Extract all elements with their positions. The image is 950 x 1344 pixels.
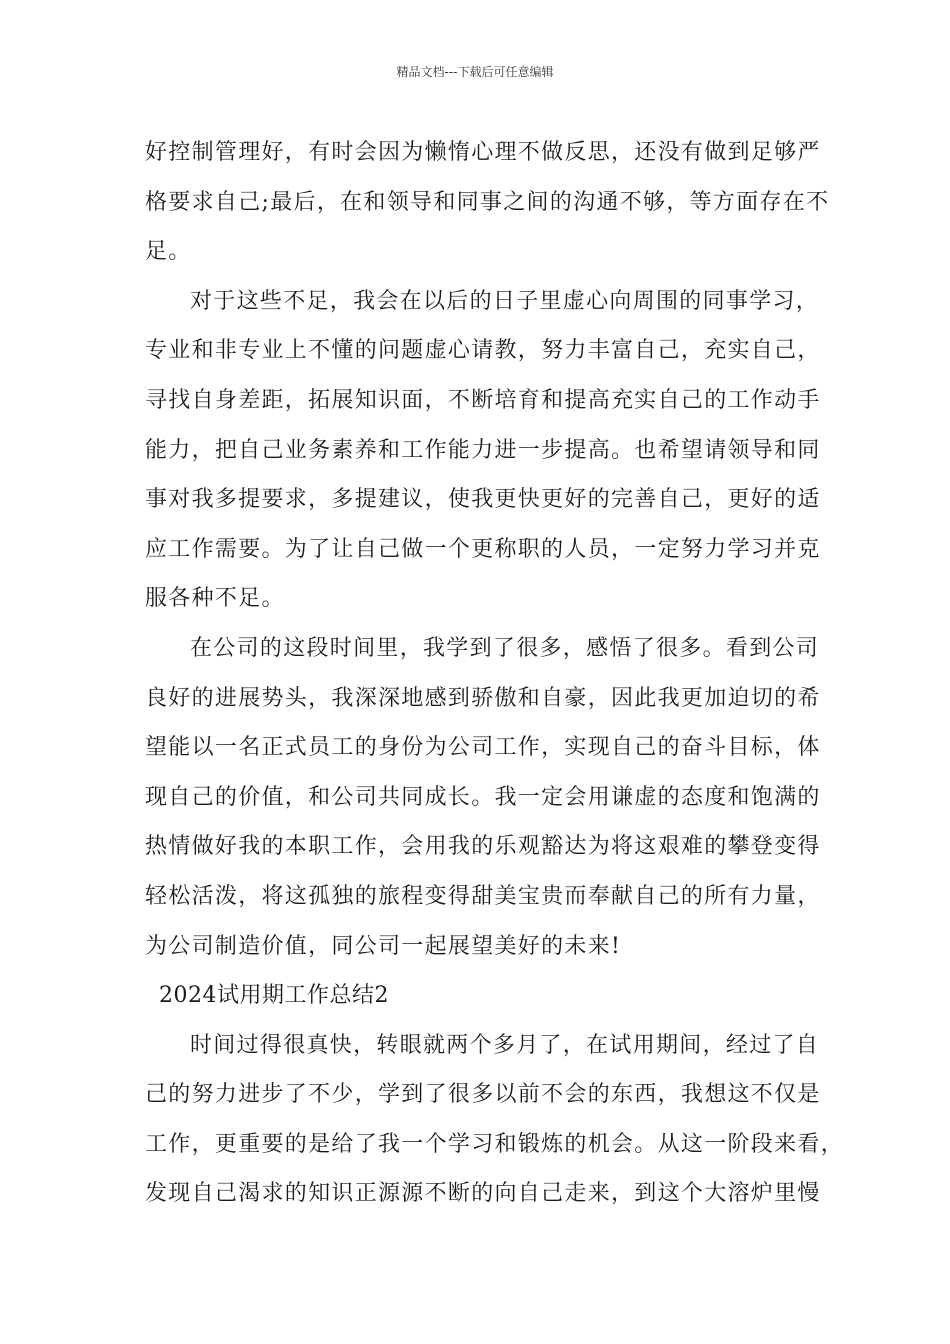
text-line: 足。 [145,239,192,265]
text-line: 好控制管理好，有时会因为懒惰心理不做反思，还没有做到足够严 [145,140,821,165]
text-line: 专业和非专业上不懂的问题虚心请教，努力丰富自己，充实自己， [145,338,821,364]
text-line: 寻找自身差距，拓展知识面，不断培育和提高充实自己的工作动手 [145,387,821,413]
text-line: 应工作需要。为了让自己做一个更称职的人员，一定努力学习并克 [145,536,821,562]
text-line: 格要求自己;最后，在和领导和同事之间的沟通不够，等方面存在不 [145,189,830,215]
text-line: 发现自己渴求的知识正源源不断的向自己走来，到这个大溶炉里慢 [145,1181,821,1207]
text-line: 良好的进展势头，我深深地感到骄傲和自豪，因此我更加迫切的希 [145,685,821,711]
text-line: 工作，更重要的是给了我一个学习和锻炼的机会。从这一阶段来看， [145,1131,845,1157]
text-line: 轻松活泼，将这孤独的旅程变得甜美宝贵而奉献自己的所有力量， [145,883,821,909]
section-heading: 2024试用期工作总结2 [159,983,389,1009]
text-line: 时间过得很真快，转眼就两个多月了，在试用期间，经过了自 [190,1032,820,1058]
document-body [145,128,845,1219]
text-line: 服各种不足。 [145,586,285,612]
text-line: 为公司制造价值，同公司一起展望美好的未来! [145,933,622,959]
text-line: 对于这些不足，我会在以后的日子里虚心向周围的同事学习， [190,288,820,314]
text-line: 望能以一名正式员工的身份为公司工作，实现自己的奋斗目标，体 [145,735,821,761]
text-line: 能力，把自己业务素养和工作能力进一步提高。也希望请领导和同 [145,437,821,463]
text-line: 现自己的价值，和公司共同成长。我一定会用谦虚的态度和饱满的 [145,784,821,810]
text-line: 热情做好我的本职工作，会用我的乐观豁达为将这艰难的攀登变得 [145,834,821,860]
text-line: 己的努力进步了不少，学到了很多以前不会的东西，我想这不仅是 [145,1082,821,1108]
text-line: 事对我多提要求，多提建议，使我更快更好的完善自己，更好的适 [145,487,821,513]
text-line: 在公司的这段时间里，我学到了很多，感悟了很多。看到公司 [190,635,820,661]
page-header: 精品文档---下载后可任意编辑 [396,65,554,79]
